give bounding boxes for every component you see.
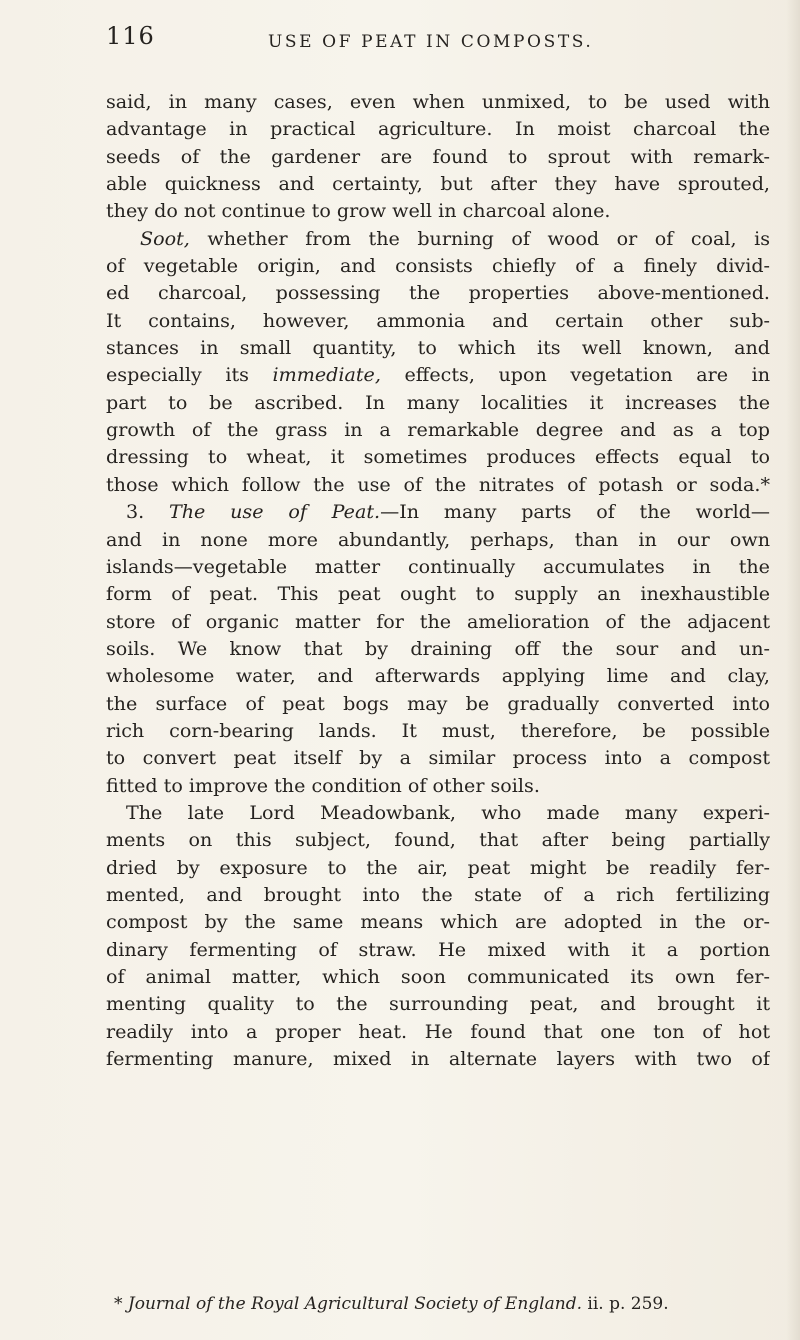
text-line — [106, 361, 770, 388]
text-line: The late Lord Meadowbank, who made many experi- — [126, 800, 770, 824]
footnote-marker: * — [114, 1294, 128, 1314]
text-line — [106, 225, 770, 252]
text-line: dried by exposure to the air, peat might be readily fer- — [106, 855, 770, 879]
text-line: able quickness and certainty, but after they have sprouted, — [106, 172, 770, 196]
section-heading-line — [106, 498, 770, 525]
text-line: said, in many cases, even when unmixed, to be used with — [106, 90, 770, 113]
text-line: mented, and brought into the state of a rich fertilizing — [106, 882, 770, 906]
text-line: ed charcoal, possessing the properties above-mentioned. — [106, 281, 770, 305]
text-line: and in none more abundantly, perhaps, than in our own — [106, 527, 770, 551]
text-line: stances in small quantity, to which its well known, and — [106, 336, 770, 360]
text-line: compost by the same means which are adopted in the or- — [106, 910, 770, 934]
text-line: soils. We know that by draining off the sour and un- — [106, 636, 770, 660]
italic-term-immediate: immediate, — [272, 363, 381, 387]
text-line: of vegetable origin, and consists chiefly of a finely divid- — [106, 254, 770, 278]
text-span: —In many parts of the world— — [380, 500, 770, 524]
page-header — [0, 22, 800, 62]
text-line: dressing to wheat, it sometimes produces effects equal to — [106, 445, 770, 469]
page-edge-shadow — [786, 0, 800, 1340]
text-line: part to be ascribed. In many localities it increases the — [106, 390, 770, 414]
text-line: menting quality to the surrounding peat, and brought it — [106, 992, 770, 1016]
text-line: seeds of the gardener are found to sprout with remark- — [106, 144, 770, 168]
body-text — [106, 88, 770, 1072]
text-line: of animal matter, which soon communicated its own fer- — [106, 965, 770, 988]
text-line: readily into a proper heat. He found that one ton of hot — [106, 1019, 770, 1043]
text-line: It contains, however, ammonia and certain other sub- — [106, 308, 770, 332]
italic-term-soot: Soot, — [140, 226, 190, 250]
footnote — [114, 1292, 770, 1316]
text-line: fermenting manure, mixed in alternate layers with two of — [106, 1047, 770, 1071]
text-line: wholesome water, and afterwards applying lime and clay, — [106, 664, 770, 688]
text-line: they do not continue to grow well in charcoal alone. — [106, 199, 611, 223]
section-title: The use of Peat. — [169, 500, 381, 524]
text-line: the surface of peat bogs may be gradually converted into — [106, 691, 770, 715]
text-line: rich corn-bearing lands. It must, therefore, be possible — [106, 718, 770, 742]
text-span: effects, upon vegetation are in — [380, 363, 770, 387]
text-line: advantage in practical agriculture. In moist charcoal the — [106, 117, 770, 141]
text-line: to convert peat itself by a similar process into a compost — [106, 746, 770, 770]
text-span: especially its — [106, 363, 273, 387]
footnote-source-title: Journal of the Royal Agricultural Society of England. — [127, 1294, 582, 1314]
page-number: 116 — [106, 22, 155, 50]
footnote-reference: ii. p. 259. — [581, 1294, 669, 1314]
section-number: 3. — [126, 500, 170, 524]
text-line: growth of the grass in a remarkable degree and as a top — [106, 418, 770, 442]
text-line: dinary fermenting of straw. He mixed with it a portion — [106, 937, 770, 961]
running-head: USE OF PEAT IN COMPOSTS. — [268, 32, 594, 52]
text-span: whether from the burning of wood or of coal, is — [189, 226, 770, 250]
text-line: ments on this subject, found, that after being partially — [106, 828, 770, 852]
text-line: fitted to improve the condition of other soils. — [106, 773, 540, 797]
text-line: those which follow the use of the nitrates of potash or soda.* — [106, 472, 770, 496]
text-line: form of peat. This peat ought to supply an inexhaustible — [106, 582, 770, 606]
text-line: islands—vegetable matter continually accumulates in the — [106, 554, 770, 578]
text-line: store of organic matter for the amelioration of the adjacent — [106, 609, 770, 633]
